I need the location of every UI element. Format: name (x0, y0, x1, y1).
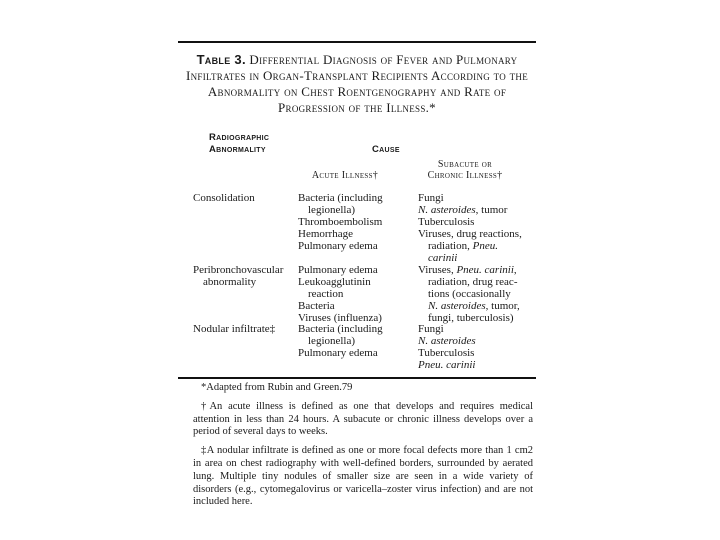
footnote-source: *Adapted from Rubin and Green.79 (201, 382, 353, 393)
abnormality-line: Nodular infiltrate‡ (193, 323, 276, 335)
footnotes (193, 382, 533, 515)
acute-line: Pulmonary edema (298, 264, 378, 276)
acute-line: reaction (308, 288, 344, 300)
abnormality-line: Peribronchovascular (193, 264, 284, 276)
row-3-acute-cell (298, 323, 383, 359)
header-abnormality-line2: Abnormality (209, 144, 266, 155)
row-1-acute-cell (298, 192, 383, 252)
header-subacute (400, 159, 530, 181)
chronic-line: radiation, drug reac- (428, 276, 518, 288)
header-acute: Acute Illness† (311, 170, 379, 181)
row-1-abnormality-cell (193, 192, 255, 204)
chronic-line: Pneu. carinii (418, 359, 476, 371)
chronic-line: Tuberculosis (418, 347, 475, 359)
chronic-line: N. asteroides, tumor (418, 204, 508, 216)
footnote-nodular-definition: ‡A nodular infiltrate is defined as one or more focal defects more than 1 cm2 in area on chest radiography with well-defined borders, surrounded by aerated lung. Multiple tiny nodules of smaller size are seen in a wide variety of disorders (e.g., cytomegalovirus or varicella–zoster virus infection) and are not included here. (193, 445, 533, 508)
chronic-line: carinii (428, 252, 458, 264)
acute-line: Bacteria (298, 300, 335, 312)
row-2-acute-cell (298, 264, 382, 324)
header-subacute-line1: Subacute or (437, 159, 493, 170)
row-2-abnormality-cell (193, 264, 283, 288)
abnormality-line: Consolidation (193, 192, 255, 204)
row-3-abnormality-cell (193, 323, 275, 335)
chronic-line: Fungi (418, 323, 444, 335)
acute-line: legionella) (308, 335, 356, 347)
table-title (178, 52, 536, 116)
chronic-line: N. asteroides, tumor, (428, 300, 520, 312)
acute-line: Pulmonary edema (298, 240, 378, 252)
table-caption: Differential Diagnosis of Fever and Pulmonary Infiltrates in Organ-Transplant Recipients According to the Abnormality on Chest Roentgenography and Rate of Progression of the Illness.* (185, 52, 529, 115)
header-cause: Cause (372, 144, 400, 155)
chronic-line: Tuberculosis (418, 216, 475, 228)
top-rule (178, 41, 536, 43)
acute-line: Thromboembolism (298, 216, 383, 228)
acute-line: legionella) (308, 204, 356, 216)
chronic-line: tions (occasionally (428, 288, 511, 300)
header-subacute-line2: Chronic Illness† (427, 170, 503, 181)
chronic-line: Viruses, Pneu. carinii, (418, 264, 517, 276)
chronic-line: Fungi (418, 192, 444, 204)
row-1-chronic-cell (418, 192, 522, 264)
header-abnormality-line1: Radiographic (209, 132, 270, 143)
chronic-line: radiation, Pneu. (428, 240, 498, 252)
acute-line: Pulmonary edema (298, 347, 378, 359)
acute-line: Hemorrhage (298, 228, 353, 240)
row-3-chronic-cell (418, 323, 476, 371)
header-abnormality (209, 132, 269, 156)
acute-line: Viruses (influenza) (298, 312, 382, 324)
chronic-line: N. asteroides (418, 335, 476, 347)
chronic-line: Viruses, drug reactions, (418, 228, 522, 240)
table-label: Table 3. (196, 52, 246, 67)
acute-line: Bacteria (including (298, 323, 383, 335)
bottom-rule (178, 377, 536, 379)
row-2-chronic-cell (418, 264, 520, 324)
acute-line: Bacteria (including (298, 192, 383, 204)
abnormality-line: abnormality (203, 276, 257, 288)
acute-line: Leukoagglutinin (298, 276, 371, 288)
chronic-line: fungi, tuberculosis) (428, 312, 514, 324)
footnote-acute-definition: †An acute illness is defined as one that develops and requires medical attention in less than 24 hours. A subacute or chronic illness develops over a period of several days to weeks. (193, 400, 533, 438)
